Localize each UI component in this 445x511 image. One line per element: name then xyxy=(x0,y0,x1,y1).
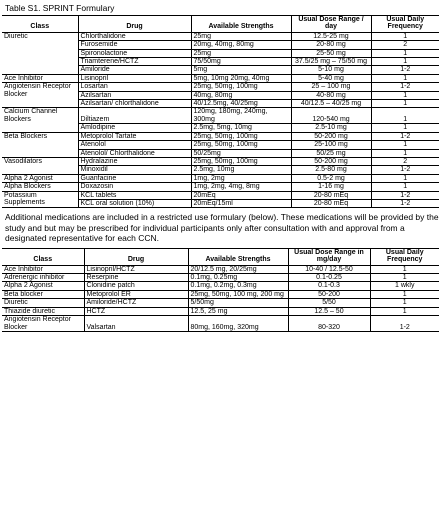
table-row xyxy=(2,83,439,91)
frequency-cell: 1 xyxy=(370,290,439,298)
frequency-cell: 1 xyxy=(370,274,439,282)
dose-range-cell: 1-16 mg xyxy=(291,183,371,191)
drug-name-cell: Hydralazine xyxy=(78,157,191,165)
dose-range-cell: 0.1-0.3 xyxy=(288,282,370,290)
strengths-cell: 25mg, 50mg, 100 mg, 200 mg xyxy=(188,290,288,298)
frequency-cell: 1-2 xyxy=(400,199,411,207)
strengths-cell: 25mg, 50mg, 100mg xyxy=(191,132,291,140)
strengths-cell: 25mg, 50mg, 100mg xyxy=(191,157,291,165)
strengths-cell: 20mg, 40mg, 80mg xyxy=(191,41,291,49)
drug-name-cell: Amiloride xyxy=(78,66,191,74)
drug-name-cell: Atenolol/ Chlorthalidone xyxy=(78,149,191,157)
drug-name-cell: KCL oral solution (10%) xyxy=(78,199,191,207)
frequency-cell: 1-2 xyxy=(371,83,439,91)
drug-name-cell: Minoxidil xyxy=(78,166,191,174)
table-row xyxy=(2,316,439,332)
frequency-cell: 1-2 xyxy=(371,191,439,199)
dose-range-cell: 80-320 xyxy=(288,316,370,332)
dose-range-cell: 5-10 mg xyxy=(291,66,371,74)
drug-name-cell: Guanfacine xyxy=(78,174,191,182)
col-drug: Drug xyxy=(84,248,188,265)
restricted-formulary-note: Additional medications are included in a restricted use formulary (below). These medications will be provided by the study and but may be prescribed for individual participants only after consultation with and approval from a designated representative for each CCN. xyxy=(5,212,439,244)
drug-class-cell: Potassium Supplements xyxy=(2,191,78,208)
drug-class-cell: Calcium Channel Blockers xyxy=(2,108,78,132)
table-row xyxy=(2,265,439,273)
col-strengths: Available Strengths xyxy=(188,248,288,265)
strengths-cell: 75/50mg xyxy=(191,58,291,66)
strengths-cell: 40mg, 80mg xyxy=(191,91,291,99)
col-dose: Usual Dose Range in mg/day xyxy=(288,248,370,265)
frequency-cell: 1 xyxy=(371,141,439,149)
col-frequency: Usual Daily Frequency xyxy=(370,248,439,265)
table-title: Table S1. SPRINT Formulary xyxy=(5,3,115,13)
drug-name-cell: Metoprolol Tartate xyxy=(78,132,191,140)
col-drug: Drug xyxy=(78,16,191,33)
table-row xyxy=(2,183,439,191)
drug-name-cell: Furosemide xyxy=(78,41,191,49)
frequency-cell: 1 xyxy=(371,49,439,57)
table-header-row xyxy=(2,248,439,265)
table-row xyxy=(2,132,439,140)
dose-range-cell: 50-200 xyxy=(288,290,370,298)
drug-name-cell: Amiloride/HCTZ xyxy=(84,299,188,307)
drug-class-cell: Angiotensin Receptor Blocker xyxy=(2,83,78,108)
drug-name-cell: Azilsartan/ chlorthalidone xyxy=(78,100,191,108)
drug-name-cell: Lisinopril xyxy=(78,74,191,82)
table-row xyxy=(2,299,439,307)
table-row xyxy=(2,290,439,298)
drug-class-cell: Ace Inhibitor xyxy=(2,265,84,273)
strengths-cell: 5mg, 10mg 20mg, 40mg xyxy=(191,74,291,82)
drug-class-cell: Alpha 2 Agonist xyxy=(2,174,78,182)
drug-name-cell: Doxazosin xyxy=(78,183,191,191)
strengths-cell: 1mg, 2mg, 4mg, 8mg xyxy=(191,183,291,191)
drug-name-cell: Metoprolol ER xyxy=(84,290,188,298)
drug-class-cell: Beta blocker xyxy=(2,290,84,298)
sprint-formulary-table xyxy=(2,15,439,208)
frequency-cell: 1 xyxy=(403,124,408,132)
dose-range-cell: 0.5-2 mg xyxy=(291,174,371,182)
table-row xyxy=(2,307,439,315)
dose-range-cell: 0.1-0.25 xyxy=(288,274,370,282)
frequency-cell: 1-2 xyxy=(400,66,411,74)
frequency-cell: 1 xyxy=(371,91,439,99)
strengths-cell: 25mg, 50mg, 100mg xyxy=(191,83,291,91)
strengths-cell: 40/12.5mg, 40/25mg xyxy=(191,100,291,108)
frequency-cell: 1 xyxy=(371,74,439,82)
frequency-cell: 1 xyxy=(370,307,439,315)
dose-range-cell: 2.5-80 mg xyxy=(291,166,371,174)
table-row xyxy=(2,282,439,290)
drug-class-cell: Adrenergic inhibitor xyxy=(2,274,84,282)
table-row xyxy=(2,108,439,124)
drug-name-cell: Triamterene/HCTZ xyxy=(78,58,191,66)
drug-name-cell: Atenolol xyxy=(78,141,191,149)
drug-name-cell: Reserpine xyxy=(84,274,188,282)
table-row xyxy=(2,174,439,182)
table-row xyxy=(2,74,439,82)
dose-range-cell: 20-80 mg xyxy=(291,41,371,49)
table-row xyxy=(2,157,439,165)
dose-range-cell: 120-540 mg xyxy=(291,108,371,124)
strengths-cell: 2.5mg, 5mg, 10mg xyxy=(191,124,291,132)
frequency-cell: 1 xyxy=(371,183,439,191)
formulary-page xyxy=(2,0,443,332)
strengths-cell: 20mEq xyxy=(191,191,291,199)
dose-range-cell: 50-200 mg xyxy=(291,132,371,140)
drug-name-cell: Amlodipine xyxy=(78,124,191,132)
dose-range-cell: 25 – 100 mg xyxy=(291,83,371,91)
frequency-cell: 1 wkly xyxy=(370,282,439,290)
strengths-cell: 120mg, 180mg, 240mg, 300mg xyxy=(191,108,291,124)
col-class: Class xyxy=(2,16,78,33)
drug-name-cell: Azilsartan xyxy=(78,91,191,99)
dose-range-cell: 5-40 mg xyxy=(291,74,371,82)
dose-range-cell: 40-80 mg xyxy=(291,91,371,99)
drug-class-cell: Angiotensin Receptor Blocker xyxy=(2,316,84,332)
frequency-cell: 1 xyxy=(371,174,439,182)
frequency-cell: 1-2 xyxy=(370,316,439,332)
drug-name-cell: KCL tablets xyxy=(78,191,191,199)
dose-range-cell: 40/12.5 – 40/25 mg xyxy=(291,100,371,108)
strengths-cell: 20/12.5 mg, 20/25mg xyxy=(188,265,288,273)
drug-class-cell: Vasodilators xyxy=(2,157,78,174)
drug-name-cell: Lisinopril/HCTZ xyxy=(84,265,188,273)
dose-range-cell: 50-200 mg xyxy=(291,157,371,165)
strengths-cell: 80mg, 160mg, 320mg xyxy=(188,316,288,332)
drug-name-cell: Spironolactone xyxy=(78,49,191,57)
table-row xyxy=(2,274,439,282)
frequency-cell: 1-2 xyxy=(371,132,439,140)
frequency-cell: 1 xyxy=(371,32,439,40)
drug-class-cell: Beta Blockers xyxy=(2,132,78,157)
drug-class-cell: Ace Inhibitor xyxy=(2,74,78,82)
drug-name-cell: Losartan xyxy=(78,83,191,91)
strengths-cell: 2.5mg, 10mg xyxy=(191,166,291,174)
drug-name-cell: Valsartan xyxy=(84,316,188,332)
frequency-cell: 1-2 xyxy=(400,166,411,174)
frequency-cell: 2 xyxy=(371,41,439,49)
strengths-cell: 25mg, 50mg, 100mg xyxy=(191,141,291,149)
drug-name-cell: Clonidine patch xyxy=(84,282,188,290)
drug-name-cell: HCTZ xyxy=(84,307,188,315)
strengths-cell: 0.1mg, 0.25mg xyxy=(188,274,288,282)
frequency-cell: 1 xyxy=(403,100,408,108)
table-row xyxy=(2,32,439,40)
restricted-formulary-table xyxy=(2,248,439,332)
dose-range-cell: 12.5-25 mg xyxy=(291,32,371,40)
frequency-cell: 1 xyxy=(370,265,439,273)
col-strengths: Available Strengths xyxy=(191,16,291,33)
strengths-cell: 25mg xyxy=(191,49,291,57)
col-frequency: Usual Daily Frequency xyxy=(371,16,439,33)
drug-class-cell: Diuretic xyxy=(2,32,78,74)
dose-range-cell: 12.5 – 50 xyxy=(288,307,370,315)
drug-class-cell: Diuretic xyxy=(2,299,84,307)
frequency-cell: 1 xyxy=(371,58,439,66)
strengths-cell: 50/25mg xyxy=(191,149,291,157)
frequency-cell: 1 xyxy=(370,299,439,307)
drug-name-cell: Chlorthalidone xyxy=(78,32,191,40)
frequency-cell: 1 xyxy=(403,149,408,157)
strengths-cell: 5mg xyxy=(191,66,291,74)
strengths-cell: 5/50mg xyxy=(188,299,288,307)
drug-class-cell: Alpha 2 Agonist xyxy=(2,282,84,290)
frequency-cell: 1 xyxy=(371,108,439,124)
strengths-cell: 0.1mg, 0.2mg, 0.3mg xyxy=(188,282,288,290)
drug-class-cell: Thiazide diuretic xyxy=(2,307,84,315)
dose-range-cell: 5/50 xyxy=(288,299,370,307)
strengths-cell: 25mg xyxy=(191,32,291,40)
strengths-cell: 20mEq/15ml xyxy=(191,199,291,207)
drug-name-cell: Diltiazem xyxy=(78,108,191,124)
col-class: Class xyxy=(2,248,84,265)
dose-range-cell: 2.5-10 mg xyxy=(291,124,371,132)
dose-range-cell: 37.5/25 mg – 75/50 mg xyxy=(291,58,371,66)
table-header-row xyxy=(2,16,439,33)
strengths-cell: 12.5, 25 mg xyxy=(188,307,288,315)
dose-range-cell: 10-40 / 12.5-50 xyxy=(288,265,370,273)
drug-class-cell: Alpha Blockers xyxy=(2,183,78,191)
dose-range-cell: 20-80 mEq xyxy=(291,199,371,207)
col-dose: Usual Dose Range / day xyxy=(291,16,371,33)
dose-range-cell: 50/25 mg xyxy=(291,149,371,157)
table-row xyxy=(2,191,439,199)
strengths-cell: 1mg, 2mg xyxy=(191,174,291,182)
frequency-cell: 2 xyxy=(371,157,439,165)
dose-range-cell: 25-50 mg xyxy=(291,49,371,57)
dose-range-cell: 20-80 mEq xyxy=(291,191,371,199)
dose-range-cell: 25-100 mg xyxy=(291,141,371,149)
